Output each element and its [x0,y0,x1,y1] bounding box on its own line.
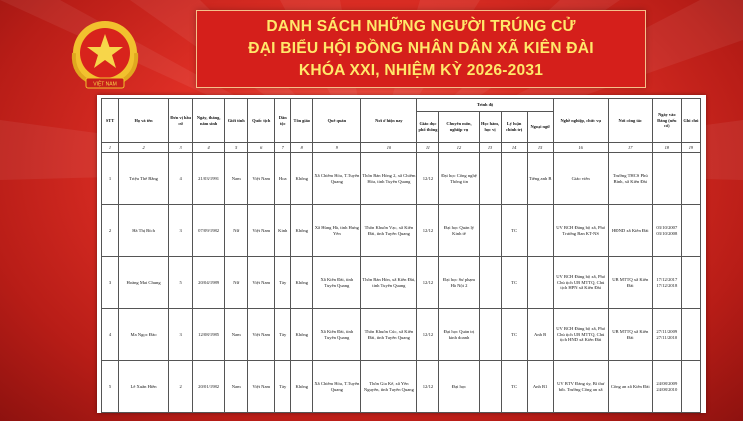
cell-ton-giao: Không [291,257,313,309]
cell-ly-luan: TC [501,205,527,257]
cell-don-vi: 2 [169,361,193,413]
cell-ly-luan: TC [501,361,527,413]
cell-ton-giao: Không [291,361,313,413]
cell-ngay-vao-dang: 27/11/2009 27/11/2010 [652,309,681,361]
elected-delegates-table [101,98,701,413]
cell-dan-toc: Tày [275,361,291,413]
index-cell: 1 [102,143,119,153]
cell-chuyen-mon: Đại học Sư phạm Hà Nội 2 [439,257,479,309]
index-cell: 17 [608,143,652,153]
cell-quoc-tich: Việt Nam [248,309,275,361]
cell-ngoai-ngu: Anh B1 [527,361,553,413]
cell-que-quan: Xã Kiên Đài, tỉnh Tuyên Quang [313,309,361,361]
cell-don-vi: 3 [169,205,193,257]
cell-gioi-tinh: Nam [225,361,248,413]
cell-quoc-tich: Việt Nam [248,361,275,413]
cell-gd: 12/12 [417,257,439,309]
national-emblem-icon [62,16,148,94]
cell-noi-cong-tac: UB MTTQ xã Kiên Đài [608,257,652,309]
cell-stt: 3 [102,257,119,309]
index-cell: 14 [501,143,527,153]
cell-gioi-tinh: Nữ [225,257,248,309]
cell-noi-cong-tac: HĐND xã Kiên Đài [608,205,652,257]
cell-quoc-tich: Việt Nam [248,257,275,309]
cell-ly-luan: TC [501,257,527,309]
cell-gd: 12/12 [417,361,439,413]
index-cell: 8 [291,143,313,153]
index-cell: 12 [439,143,479,153]
col-que-quan: Quê quán [313,99,361,143]
cell-noi-o: Thôn Bản Hòn, xã Kiên Đài, tỉnh Tuyên Quang [361,257,417,309]
title-line-3: KHÓA XXI, NHIỆM KỲ 2026-2031 [298,62,544,79]
cell-ly-luan [501,153,527,205]
cell-gd: 12/12 [417,205,439,257]
cell-ly-luan: TC [501,309,527,361]
cell-ton-giao: Không [291,153,313,205]
cell-nghe-nghiep: UV BCH Đảng bộ xã, Phó Chủ tịch UB MTTQ, Chủ tịch HPN xã Kiên Đài [553,257,608,309]
cell-nghe-nghiep: UV BCH Đảng bộ xã, Phó Chủ tịch UB MTTQ, Chủ tịch HND xã Kiên Đài [553,309,608,361]
cell-ho-ten: Triệu Thế Bằng [119,153,169,205]
cell-que-quan: Xã Kiên Đài, tỉnh Tuyên Quang [313,257,361,309]
cell-ghi-chu [681,205,700,257]
cell-ghi-chu [681,257,700,309]
cell-ngay-sinh: 07/09/1982 [193,205,225,257]
col-dan-toc: Dân tộc [275,99,291,143]
index-cell: 19 [681,143,700,153]
index-cell: 9 [313,143,361,153]
cell-gioi-tinh: Nữ [225,205,248,257]
cell-gd: 12/12 [417,153,439,205]
cell-gd: 12/12 [417,309,439,361]
col-ly-luan: Lý luận chính trị [501,112,527,143]
title-line-2: ĐẠI BIỂU HỘI ĐỒNG NHÂN DÂN XÃ KIÊN ĐÀI [248,40,594,57]
cell-stt: 2 [102,205,119,257]
cell-noi-cong-tac: UB MTTQ xã Kiên Đài [608,309,652,361]
cell-noi-cong-tac: Trường THCS Phú Bình, xã Kiên Đài [608,153,652,205]
cell-noi-o: Thôn Khuôn Vạc, xã Kiên Đài, tỉnh Tuyên Quang [361,205,417,257]
cell-stt: 4 [102,309,119,361]
index-cell: 4 [193,143,225,153]
title-banner [196,10,646,88]
cell-don-vi: 4 [169,153,193,205]
col-ngoai-ngu: Ngoại ngữ [527,112,553,143]
cell-dan-toc: Hoa [275,153,291,205]
cell-don-vi: 5 [169,257,193,309]
cell-hoc-ham [479,257,501,309]
cell-noi-o: Thôn Gia Kế, xã Yên Nguyên, tỉnh Tuyên Quang [361,361,417,413]
cell-ghi-chu [681,361,700,413]
col-nghe-nghiep: Nghề nghiệp, chức vụ [553,99,608,143]
cell-noi-cong-tac: Công an xã Kiên Đài [608,361,652,413]
cell-chuyen-mon: Đại học [439,361,479,413]
col-ghi-chu: Ghi chú [681,99,700,143]
cell-ton-giao: Không [291,205,313,257]
cell-ngoai-ngu [527,205,553,257]
cell-ngoai-ngu [527,257,553,309]
cell-ngay-vao-dang: 03/10/2007 03/10/2008 [652,205,681,257]
table-row [102,205,701,257]
cell-hoc-ham [479,205,501,257]
results-document [97,95,706,413]
col-hoc-ham: Học hàm, học vị [479,112,501,143]
index-cell: 6 [248,143,275,153]
cell-ngay-sinh: 20/01/1982 [193,361,225,413]
cell-ho-ten: Lê Xuân Hiền [119,361,169,413]
cell-nghe-nghiep: Giáo viên [553,153,608,205]
cell-ghi-chu [681,153,700,205]
index-cell: 3 [169,143,193,153]
cell-ngoai-ngu: Anh B [527,309,553,361]
cell-hoc-ham [479,361,501,413]
index-cell: 15 [527,143,553,153]
index-cell: 13 [479,143,501,153]
cell-hoc-ham [479,153,501,205]
index-cell: 11 [417,143,439,153]
cell-dan-toc: Kinh [275,205,291,257]
col-ton-giao: Tôn giáo [291,99,313,143]
col-don-vi: Đơn vị bầu cử [169,99,193,143]
cell-ton-giao: Không [291,309,313,361]
cell-nghe-nghiep: UV BCH Đảng bộ xã, Phó Trưởng Ban KT-NS [553,205,608,257]
title-line-1: DANH SÁCH NHỮNG NGƯỜI TRÚNG CỬ [266,18,576,35]
cell-dan-toc: Tày [275,309,291,361]
table-row [102,309,701,361]
cell-gioi-tinh: Nam [225,153,248,205]
svg-text:VIỆT NAM: VIỆT NAM [93,81,117,88]
cell-stt: 1 [102,153,119,205]
cell-ho-ten: Hà Thị Bích [119,205,169,257]
col-noi-o: Nơi ở hiện nay [361,99,417,143]
cell-dan-toc: Tày [275,257,291,309]
cell-gioi-tinh: Nam [225,309,248,361]
index-cell: 5 [225,143,248,153]
col-chuyen-mon: Chuyên môn, nghiệp vụ [439,112,479,143]
index-cell: 2 [119,143,169,153]
col-gd-pho-thong: Giáo dục phổ thông [417,112,439,143]
cell-stt: 5 [102,361,119,413]
col-gioi-tinh: Giới tính [225,99,248,143]
cell-ngay-vao-dang: 24/08/2009 24/08/2010 [652,361,681,413]
cell-hoc-ham [479,309,501,361]
cell-ho-ten: Hoàng Mai Chung [119,257,169,309]
index-cell: 16 [553,143,608,153]
index-cell: 7 [275,143,291,153]
cell-chuyen-mon: Đại học Công nghệ Thông tin [439,153,479,205]
cell-ngay-sinh: 20/04/1989 [193,257,225,309]
cell-ngoai-ngu: Tiếng anh B [527,153,553,205]
cell-don-vi: 3 [169,309,193,361]
cell-ngay-sinh: 12/08/1985 [193,309,225,361]
cell-que-quan: Xã Chiêm Hóa, T.Tuyên Quang [313,153,361,205]
table-row [102,361,701,413]
col-ho-ten: Họ và tên [119,99,169,143]
cell-que-quan: Xã Chiêm Hóa, T.Tuyên Quang [313,361,361,413]
col-trinh-do: Trình độ [417,99,553,112]
table-row [102,153,701,205]
cell-noi-o: Thôn Khuôn Cúc, xã Kiên Đài, tỉnh Tuyên Quang [361,309,417,361]
cell-quoc-tich: Việt Nam [248,153,275,205]
col-noi-cong-tac: Nơi công tác [608,99,652,143]
cell-ngay-sinh: 21/03/1991 [193,153,225,205]
cell-ngay-vao-dang [652,153,681,205]
cell-nghe-nghiep: UV BTV Đảng ủy, Bí thư btb. Trưởng Công an xã [553,361,608,413]
cell-noi-o: Thôn Bản Hòng 2, xã Chiêm Hóa, tỉnh Tuyên Quang [361,153,417,205]
table-row [102,257,701,309]
index-cell: 10 [361,143,417,153]
column-index-row [102,143,701,153]
cell-ghi-chu [681,309,700,361]
col-ngay-vao-dang: Ngày vào Đảng (nếu có) [652,99,681,143]
cell-que-quan: Xã Hùng Hà, tỉnh Hưng Yên [313,205,361,257]
col-stt: STT [102,99,119,143]
cell-ho-ten: Ma Ngọc Đào [119,309,169,361]
index-cell: 18 [652,143,681,153]
cell-chuyen-mon: Đại học Quản lý Kinh tế [439,205,479,257]
cell-quoc-tich: Việt Nam [248,205,275,257]
col-quoc-tich: Quốc tịch [248,99,275,143]
col-ngay-sinh: Ngày, tháng, năm sinh [193,99,225,143]
cell-chuyen-mon: Đại học Quản trị kinh doanh [439,309,479,361]
cell-ngay-vao-dang: 17/12/2017 17/12/2018 [652,257,681,309]
